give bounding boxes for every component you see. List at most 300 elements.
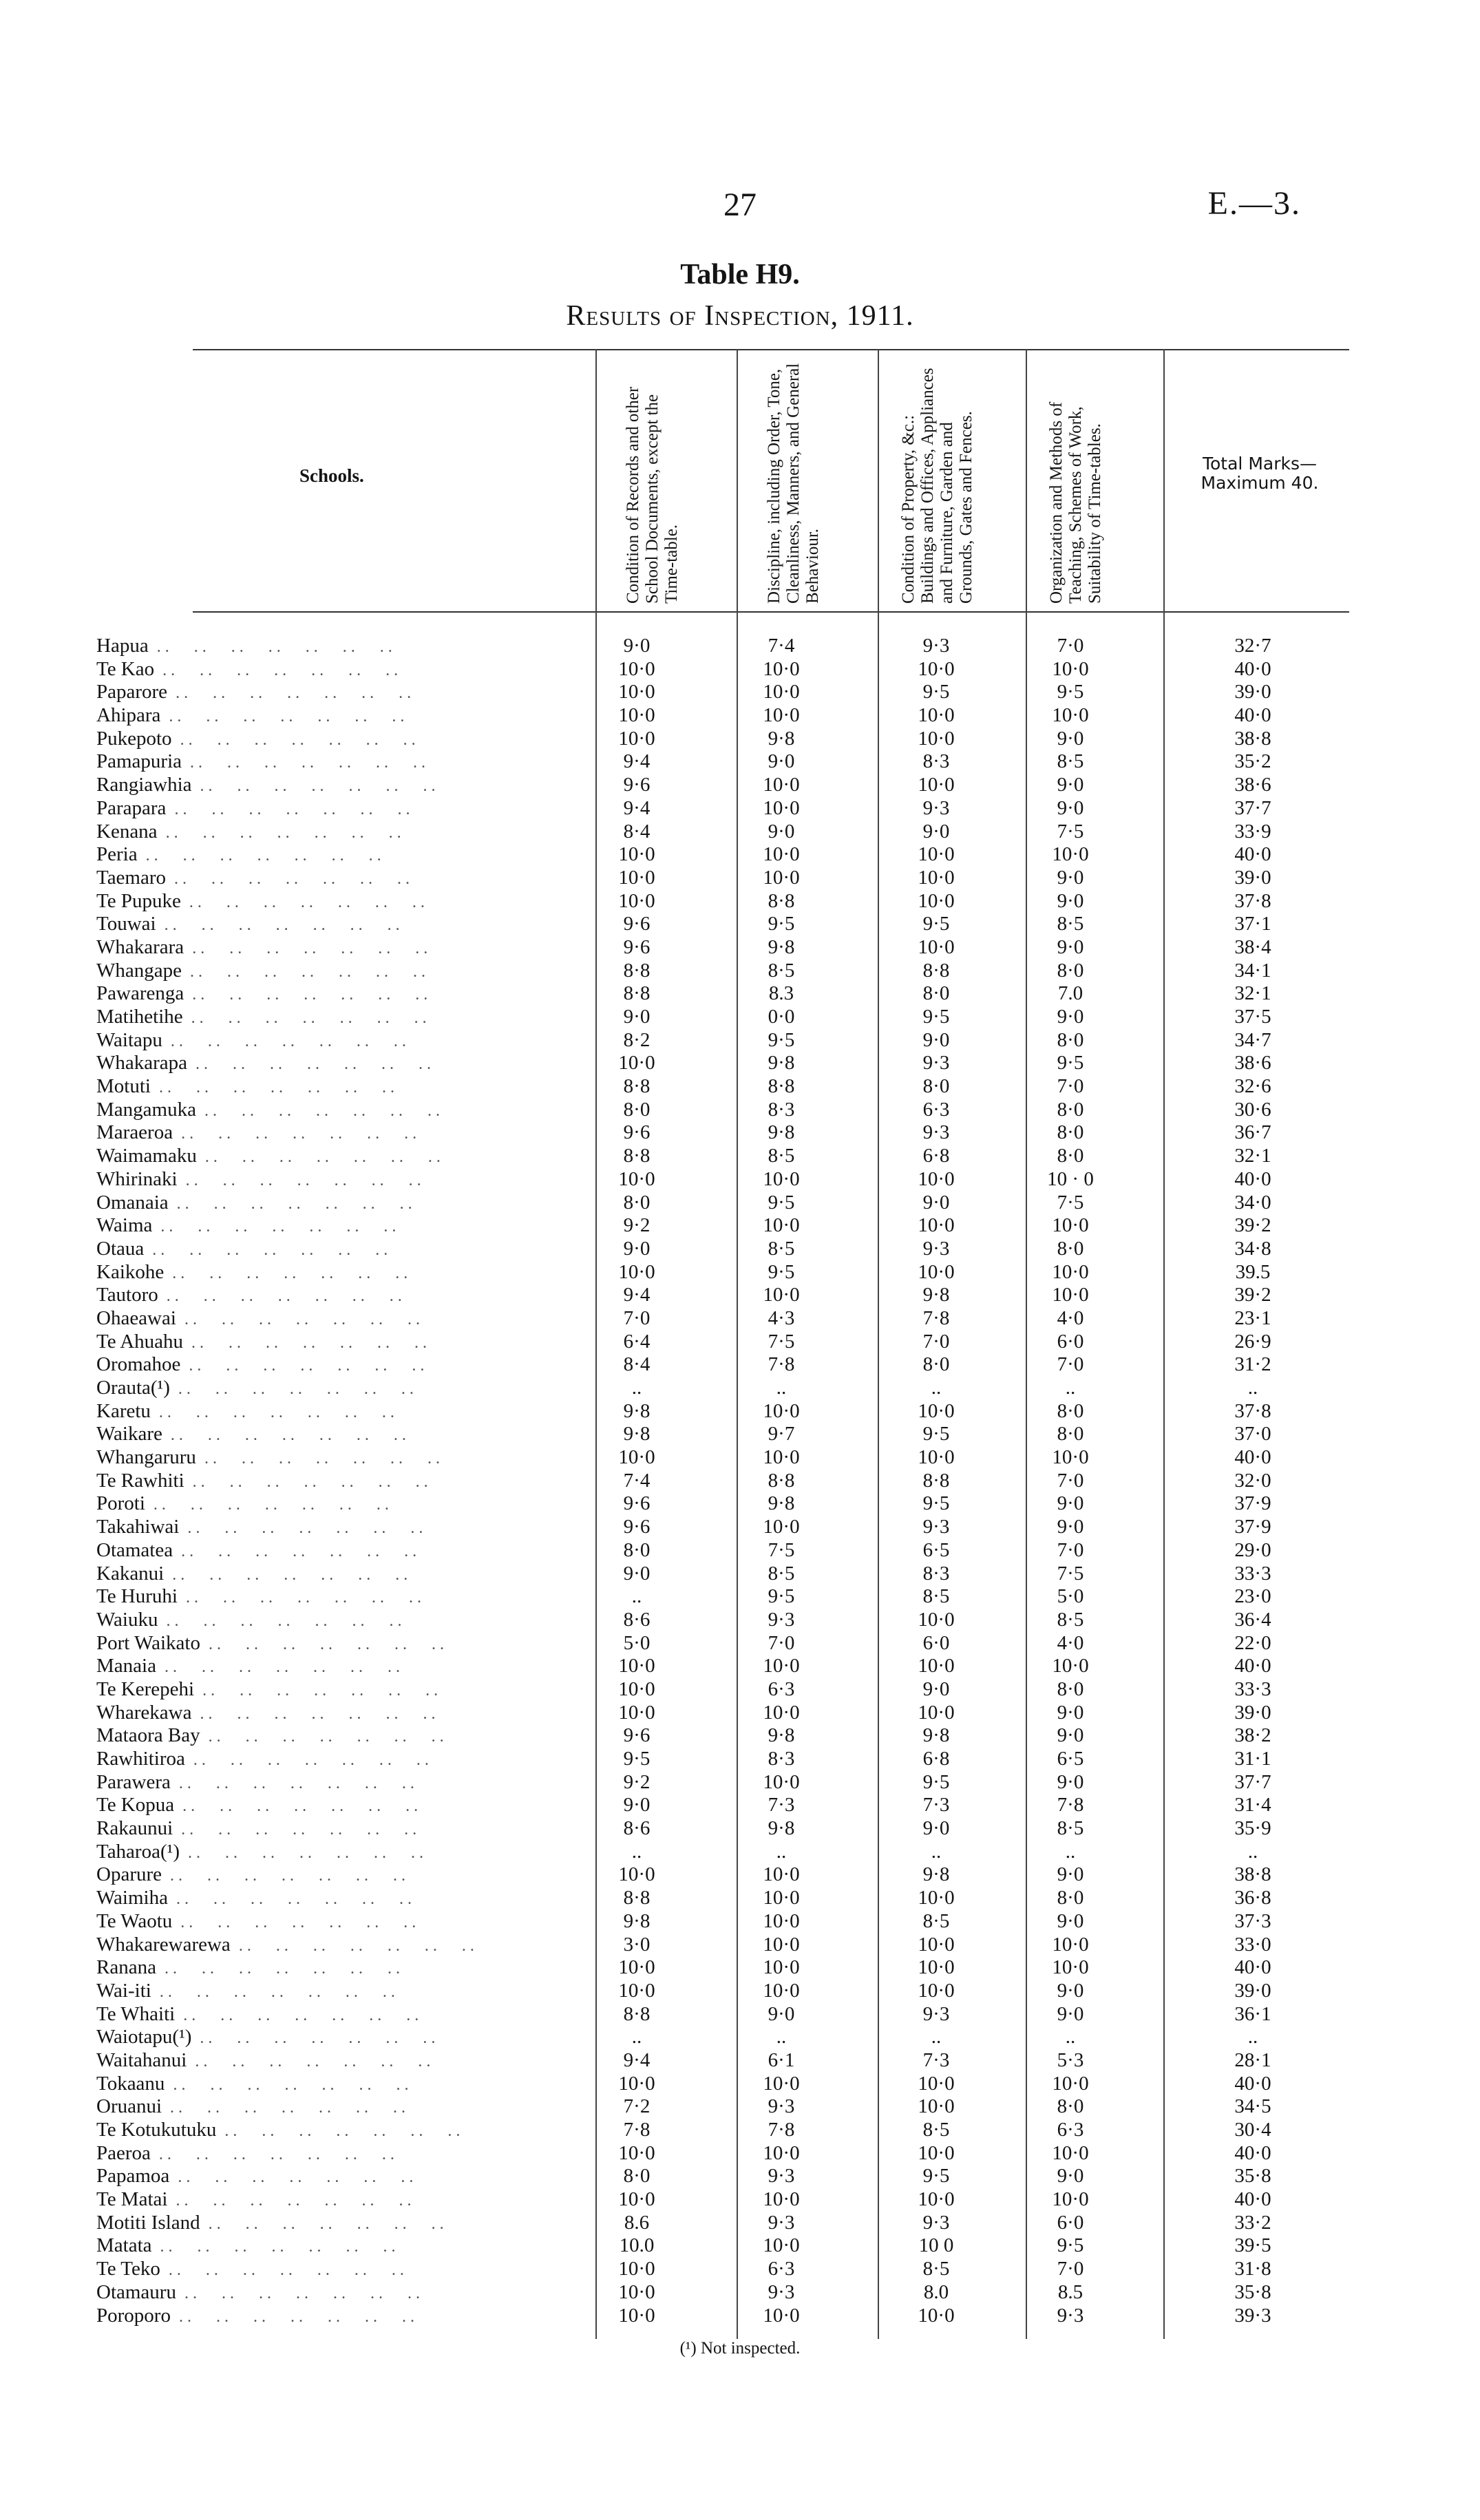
school-name: Waiuku . . — [96, 1609, 537, 1633]
table-row — [96, 913, 1349, 936]
total-mark: 35·8 — [1234, 2165, 1271, 2188]
table-row — [96, 1353, 1349, 1377]
property-mark: 10·0 — [918, 1887, 955, 1909]
table-row — [96, 1863, 1349, 1887]
property-mark: .. — [931, 2026, 942, 2048]
records-mark: 9·8 — [623, 1909, 651, 1932]
total-mark: 34·8 — [1234, 1237, 1271, 1260]
property-mark: 10·0 — [918, 657, 955, 680]
records-column-heading-box — [620, 354, 723, 606]
records-mark: 10·0 — [618, 1956, 655, 1979]
property-mark: 10·0 — [918, 1701, 955, 1724]
total-mark: 38·6 — [1234, 1052, 1271, 1074]
property-mark: 6·0 — [922, 1631, 950, 1654]
property-mark: 9·5 — [922, 1770, 950, 1793]
discipline-mark: 7·4 — [768, 635, 795, 657]
organization-mark: 8·0 — [1057, 1399, 1084, 1422]
table-row — [96, 1817, 1349, 1841]
table-row — [96, 1214, 1349, 1238]
table-row — [96, 1794, 1349, 1817]
total-mark: 31·4 — [1234, 1794, 1271, 1817]
school-name: Paparore . . — [96, 681, 537, 706]
total-mark: 32·0 — [1234, 1469, 1271, 1492]
table-row — [96, 1307, 1349, 1331]
total-mark: 34·7 — [1234, 1028, 1271, 1051]
property-mark: 8·0 — [922, 1353, 950, 1376]
discipline-mark: 7·5 — [768, 1538, 795, 1561]
school-name: Oparure . . — [96, 1863, 537, 1888]
total-mark: 36·8 — [1234, 1887, 1271, 1909]
total-mark: 35·9 — [1234, 1817, 1271, 1840]
organization-mark: 8·5 — [1057, 1608, 1084, 1631]
discipline-mark: 10·0 — [763, 704, 800, 727]
table-row — [96, 1192, 1349, 1215]
table-row — [96, 1400, 1349, 1423]
school-name: Kaikohe . . — [96, 1261, 537, 1286]
organization-column-heading: Organization and Methods of Teaching, Schemes of Work, Suitability of Time-tables. — [1047, 401, 1104, 604]
school-name: Peria . . — [96, 843, 537, 868]
records-mark: 10·0 — [618, 657, 655, 680]
organization-mark: .. — [1065, 2026, 1076, 2048]
organization-mark: 6·3 — [1057, 2119, 1084, 2141]
records-mark: 10·0 — [618, 2072, 655, 2095]
discipline-mark: 10·0 — [763, 1979, 800, 2002]
records-mark: 9·4 — [623, 796, 651, 819]
discipline-mark: 10·0 — [763, 1214, 800, 1237]
total-mark: 37·7 — [1234, 1770, 1271, 1793]
property-mark: 10·0 — [918, 935, 955, 958]
records-mark: 10·0 — [618, 2141, 655, 2164]
table-row — [96, 2073, 1349, 2096]
total-mark: 23·1 — [1234, 1306, 1271, 1329]
school-name: Te Kerepehi . . — [96, 1678, 537, 1703]
records-mark: 10·0 — [618, 2258, 655, 2280]
table-row — [96, 1702, 1349, 1725]
property-mark: 10·0 — [918, 1933, 955, 1956]
total-mark: 37·9 — [1234, 1516, 1271, 1538]
records-column-heading: Condition of Records and other School Documents, except the Time-table. — [624, 386, 681, 604]
records-mark: 10·0 — [618, 1677, 655, 1700]
organization-mark: 7·0 — [1057, 2258, 1084, 2280]
total-mark: 32·1 — [1234, 982, 1271, 1005]
total-mark: 38·8 — [1234, 727, 1271, 750]
page-number: 27 — [723, 187, 757, 223]
table-row — [96, 1887, 1349, 1910]
table-row — [96, 820, 1349, 844]
records-mark: 9·8 — [623, 1423, 651, 1446]
discipline-mark: 10·0 — [763, 1770, 800, 1793]
property-mark: 10·0 — [918, 727, 955, 750]
property-mark: 8·5 — [922, 1585, 950, 1608]
discipline-mark: 10·0 — [763, 2141, 800, 2164]
total-mark: 39·0 — [1234, 1979, 1271, 2002]
organization-mark: 6·0 — [1057, 1330, 1084, 1353]
school-name: Pukepoto . . — [96, 728, 537, 752]
organization-mark: 9·0 — [1057, 889, 1084, 912]
records-mark: 10·0 — [618, 866, 655, 889]
total-mark: 33·9 — [1234, 820, 1271, 843]
school-name: Whirinaki . . — [96, 1168, 537, 1193]
total-mark: 39·3 — [1234, 2304, 1271, 2327]
school-name: Waima . . — [96, 1214, 537, 1239]
organization-mark: 10·0 — [1052, 1956, 1089, 1979]
total-mark: 22·0 — [1234, 1631, 1271, 1654]
school-name: Otamauru . . — [96, 2281, 537, 2306]
total-mark: 36·1 — [1234, 2002, 1271, 2025]
table-row — [96, 2212, 1349, 2235]
property-column-heading: Condition of Property, &c.: Buildings and Offices, Appliances and Furniture, Garden and Grounds, Gates and Fences. — [899, 368, 975, 604]
records-mark: .. — [631, 1585, 642, 1608]
discipline-mark: 10·0 — [763, 796, 800, 819]
school-name: Rangiawhia . . — [96, 774, 537, 798]
organization-mark: 8·0 — [1057, 1423, 1084, 1446]
school-name: Te Teko . . — [96, 2258, 537, 2283]
property-mark: 10·0 — [918, 843, 955, 866]
discipline-mark: 9·5 — [768, 1260, 795, 1283]
property-mark: 9·0 — [922, 1817, 950, 1840]
total-mark: 33·2 — [1234, 2211, 1271, 2234]
table-row — [96, 936, 1349, 960]
property-column-heading-box — [895, 354, 1019, 606]
organization-mark: 7·0 — [1057, 635, 1084, 657]
total-mark: 30·6 — [1234, 1098, 1271, 1121]
records-mark: 9·6 — [623, 1516, 651, 1538]
property-mark: .. — [931, 1377, 942, 1399]
discipline-mark: 6·1 — [768, 2048, 795, 2071]
discipline-mark: .. — [776, 1840, 787, 1863]
discipline-mark: 10·0 — [763, 1655, 800, 1677]
total-mark: .. — [1247, 2026, 1258, 2048]
organization-mark: .. — [1065, 1840, 1076, 1863]
header-bottom-rule — [193, 611, 1349, 613]
school-name: Motuti . . — [96, 1075, 537, 1100]
discipline-column-heading-box — [761, 354, 864, 606]
records-mark: 8·8 — [623, 959, 651, 982]
total-column-heading: Total Marks—Maximum 40. — [1201, 454, 1319, 493]
property-mark: 9·0 — [922, 1191, 950, 1214]
total-mark: .. — [1247, 1377, 1258, 1399]
organization-mark: 9·0 — [1057, 1979, 1084, 2002]
records-mark: 9·0 — [623, 1237, 651, 1260]
total-mark: 40·0 — [1234, 657, 1271, 680]
property-mark: 8·0 — [922, 982, 950, 1005]
school-name: Te Rawhiti . . — [96, 1470, 537, 1494]
property-mark: 9·5 — [922, 1423, 950, 1446]
discipline-mark: 6·3 — [768, 1677, 795, 1700]
property-mark: 7·8 — [922, 1306, 950, 1329]
school-name: Omanaia . . — [96, 1192, 537, 1216]
discipline-mark: 9·5 — [768, 1191, 795, 1214]
property-mark: 9·0 — [922, 820, 950, 843]
table-row — [96, 1492, 1349, 1516]
discipline-mark: 7·3 — [768, 1794, 795, 1817]
school-name: Te Kopua . . — [96, 1794, 537, 1819]
total-mark: 34·0 — [1234, 1191, 1271, 1214]
school-name: Te Huruhi . . — [96, 1585, 537, 1610]
total-mark: 23·0 — [1234, 1585, 1271, 1608]
total-mark: 32·6 — [1234, 1075, 1271, 1098]
discipline-mark: 10·0 — [763, 774, 800, 796]
discipline-mark: 8·3 — [768, 1098, 795, 1121]
organization-mark: 10·0 — [1052, 1260, 1089, 1283]
total-mark: 26·9 — [1234, 1330, 1271, 1353]
records-mark: 9·6 — [623, 913, 651, 935]
organization-mark: 9·0 — [1057, 935, 1084, 958]
table-row — [96, 1585, 1349, 1609]
property-mark: 9·3 — [922, 1052, 950, 1074]
records-mark: 10·0 — [618, 1655, 655, 1677]
records-mark: 6·4 — [623, 1330, 651, 1353]
records-mark: 10·0 — [618, 2280, 655, 2303]
table-row — [96, 1168, 1349, 1192]
property-mark: 9·3 — [922, 635, 950, 657]
property-mark: 9·8 — [922, 1724, 950, 1747]
total-mark: 31·1 — [1234, 1748, 1271, 1770]
table-row — [96, 960, 1349, 983]
records-mark: 9·2 — [623, 1770, 651, 1793]
discipline-mark: 10·0 — [763, 1399, 800, 1422]
school-name: Wharekawa . . — [96, 1702, 537, 1726]
table-row — [96, 2165, 1349, 2188]
organization-mark: 9·0 — [1057, 1006, 1084, 1028]
property-mark: 8·0 — [922, 1075, 950, 1098]
records-mark: 9·8 — [623, 1399, 651, 1422]
records-mark: 10·0 — [618, 1446, 655, 1469]
school-name: Mataora Bay . . — [96, 1724, 537, 1749]
discipline-mark: 8·8 — [768, 1469, 795, 1492]
discipline-mark: 8·5 — [768, 1562, 795, 1585]
total-mark: 32·1 — [1234, 1145, 1271, 1167]
discipline-mark: 10·0 — [763, 681, 800, 703]
records-mark: 5·0 — [623, 1631, 651, 1654]
property-mark: 9·8 — [922, 1863, 950, 1886]
organization-mark: 10·0 — [1052, 1284, 1089, 1306]
records-mark: 10·0 — [618, 1052, 655, 1074]
total-mark: 40·0 — [1234, 2141, 1271, 2164]
records-mark: 10·0 — [618, 681, 655, 703]
table-row — [96, 1771, 1349, 1794]
organization-mark: 8·5 — [1057, 913, 1084, 935]
discipline-mark: 9·0 — [768, 2002, 795, 2025]
discipline-column-heading: Discipline, including Order, Tone, Cleanliness, Manners, and General Behaviour. — [765, 363, 822, 604]
organization-mark: 8·5 — [1057, 750, 1084, 773]
total-mark: 38·4 — [1234, 935, 1271, 958]
records-mark: 7·2 — [623, 2095, 651, 2118]
table-row — [96, 658, 1349, 681]
discipline-mark: 10·0 — [763, 1167, 800, 1190]
table-row — [96, 2234, 1349, 2258]
table-row — [96, 1099, 1349, 1122]
total-mark: 40·0 — [1234, 1655, 1271, 1677]
discipline-mark: 9·8 — [768, 1121, 795, 1144]
property-mark: 6·8 — [922, 1145, 950, 1167]
records-mark: 10·0 — [618, 1701, 655, 1724]
organization-mark: 10·0 — [1052, 657, 1089, 680]
property-mark: 9·5 — [922, 681, 950, 703]
records-mark: 10·0 — [618, 1863, 655, 1886]
table-row — [96, 867, 1349, 890]
school-name: Port Waikato . . — [96, 1632, 537, 1657]
total-mark: 35·8 — [1234, 2280, 1271, 2303]
discipline-mark: 10·0 — [763, 1956, 800, 1979]
school-name: Poroporo . . — [96, 2305, 537, 2329]
total-mark: 40·0 — [1234, 2072, 1271, 2095]
discipline-mark: 8·5 — [768, 1145, 795, 1167]
records-mark: 9·6 — [623, 1492, 651, 1515]
records-mark: 10·0 — [618, 2304, 655, 2327]
table-row — [96, 2049, 1349, 2073]
property-mark: 6·5 — [922, 1538, 950, 1561]
school-name: Rawhitiroa . . — [96, 1748, 537, 1772]
organization-mark: 7·0 — [1057, 1353, 1084, 1376]
discipline-mark: 8·8 — [768, 1075, 795, 1098]
property-mark: 10·0 — [918, 2095, 955, 2118]
records-mark: 10·0 — [618, 727, 655, 750]
discipline-mark: 10·0 — [763, 2234, 800, 2257]
records-mark: 9·6 — [623, 1724, 651, 1747]
school-name: Takahiwai . . — [96, 1516, 537, 1540]
discipline-mark: 9·3 — [768, 2095, 795, 2118]
organization-mark: 8.5 — [1057, 2280, 1083, 2303]
table-row — [96, 1632, 1349, 1655]
property-mark: 10 0 — [918, 2234, 954, 2257]
table-row — [96, 774, 1349, 797]
school-name: Mangamuka . . — [96, 1099, 537, 1123]
total-mark: 32·7 — [1234, 635, 1271, 657]
property-mark: 9·3 — [922, 1516, 950, 1538]
discipline-mark: 4·3 — [768, 1306, 795, 1329]
total-mark: 38·6 — [1234, 774, 1271, 796]
total-mark: 34·1 — [1234, 959, 1271, 982]
discipline-mark: 9·8 — [768, 1724, 795, 1747]
table-row — [96, 982, 1349, 1006]
school-name: Whangape . . — [96, 960, 537, 984]
discipline-mark: 9·0 — [768, 820, 795, 843]
organization-mark: 7·5 — [1057, 1562, 1084, 1585]
discipline-mark: 10·0 — [763, 1516, 800, 1538]
property-mark: 10·0 — [918, 1608, 955, 1631]
school-name: Te Kao . . — [96, 658, 537, 683]
organization-mark: 9·0 — [1057, 774, 1084, 796]
records-mark: 9·4 — [623, 750, 651, 773]
school-name: Whakarewarewa . . — [96, 1934, 537, 1958]
school-name: Hapua . . — [96, 635, 537, 659]
total-mark: 40·0 — [1234, 1956, 1271, 1979]
property-mark: 9·5 — [922, 2165, 950, 2188]
school-name: Oromahoe . . — [96, 1353, 537, 1378]
property-mark: 10·0 — [918, 1446, 955, 1469]
total-mark: 39·0 — [1234, 1701, 1271, 1724]
organization-mark: 9·0 — [1057, 1701, 1084, 1724]
school-name: Te Pupuke . . — [96, 890, 537, 915]
school-name: Matihetihe . . — [96, 1006, 537, 1030]
discipline-mark: 10·0 — [763, 1933, 800, 1956]
discipline-mark: 8·5 — [768, 1237, 795, 1260]
records-mark: 8·2 — [623, 1028, 651, 1051]
property-mark: 10·0 — [918, 2304, 955, 2327]
discipline-mark: 9·8 — [768, 727, 795, 750]
property-mark: 8·8 — [922, 1469, 950, 1492]
records-mark: .. — [631, 1840, 642, 1863]
total-mark: 40·0 — [1234, 1167, 1271, 1190]
organization-mark: 9·0 — [1057, 1770, 1084, 1793]
table-row — [96, 750, 1349, 774]
records-mark: 8·6 — [623, 1817, 651, 1840]
records-mark: 10·0 — [618, 1979, 655, 2002]
discipline-mark: 10·0 — [763, 866, 800, 889]
organization-mark: 10·0 — [1052, 843, 1089, 866]
school-name: Te Whaiti . . — [96, 2003, 537, 2028]
discipline-mark: 8·5 — [768, 959, 795, 982]
total-mark: 35·2 — [1234, 750, 1271, 773]
school-name: Oruanui . . — [96, 2095, 537, 2120]
property-mark: 8·5 — [922, 2119, 950, 2141]
records-mark: 8·8 — [623, 982, 651, 1005]
discipline-mark: 10·0 — [763, 1909, 800, 1932]
records-mark: 8·8 — [623, 2002, 651, 2025]
records-mark: 10·0 — [618, 704, 655, 727]
school-name: Rakaunui . . — [96, 1817, 537, 1842]
total-mark: 37·7 — [1234, 796, 1271, 819]
school-name: Kenana . . — [96, 820, 537, 845]
discipline-mark: 8.3 — [768, 982, 794, 1005]
school-name: Parawera . . — [96, 1771, 537, 1796]
table-row — [96, 2188, 1349, 2212]
table-row — [96, 2142, 1349, 2166]
school-name: Ohaeawai . . — [96, 1307, 537, 1332]
organization-mark: 9·0 — [1057, 1516, 1084, 1538]
property-mark: 9·3 — [922, 796, 950, 819]
table-row — [96, 890, 1349, 913]
total-mark: .. — [1247, 1840, 1258, 1863]
organization-mark: 8·0 — [1057, 2095, 1084, 2118]
school-name: Otamatea . . — [96, 1539, 537, 1564]
discipline-mark: 10·0 — [763, 1446, 800, 1469]
property-mark: 7·3 — [922, 2048, 950, 2071]
header-top-rule — [193, 349, 1349, 350]
property-mark: 8·3 — [922, 1562, 950, 1585]
table-row — [96, 1470, 1349, 1493]
total-mark: 37·1 — [1234, 913, 1271, 935]
school-name: Paeroa . . — [96, 2142, 537, 2167]
school-name: Otaua . . — [96, 1238, 537, 1262]
total-mark: 36·7 — [1234, 1121, 1271, 1144]
property-mark: 10·0 — [918, 1260, 955, 1283]
property-mark: 10·0 — [918, 866, 955, 889]
organization-mark: 8·0 — [1057, 1121, 1084, 1144]
property-mark: 9·5 — [922, 1006, 950, 1028]
organization-mark: 9·0 — [1057, 2002, 1084, 2025]
property-mark: 8·5 — [922, 2258, 950, 2280]
records-mark: 9·6 — [623, 774, 651, 796]
table-row — [96, 1539, 1349, 1563]
organization-mark: 9·0 — [1057, 1492, 1084, 1515]
school-name: Te Kotukutuku . . — [96, 2119, 537, 2143]
property-mark: 9·3 — [922, 1237, 950, 1260]
records-mark: 9·4 — [623, 1284, 651, 1306]
organization-mark: 9·5 — [1057, 1052, 1084, 1074]
table-row — [96, 1121, 1349, 1145]
property-mark: 6·8 — [922, 1748, 950, 1770]
records-mark: 9·4 — [623, 2048, 651, 2071]
table-row — [96, 1980, 1349, 2003]
records-mark: 3·0 — [623, 1933, 651, 1956]
property-mark: 7·3 — [922, 1794, 950, 1817]
property-mark: 9·5 — [922, 913, 950, 935]
organization-mark: 10·0 — [1052, 1214, 1089, 1237]
table-row — [96, 1934, 1349, 1957]
total-mark: 37·0 — [1234, 1423, 1271, 1446]
